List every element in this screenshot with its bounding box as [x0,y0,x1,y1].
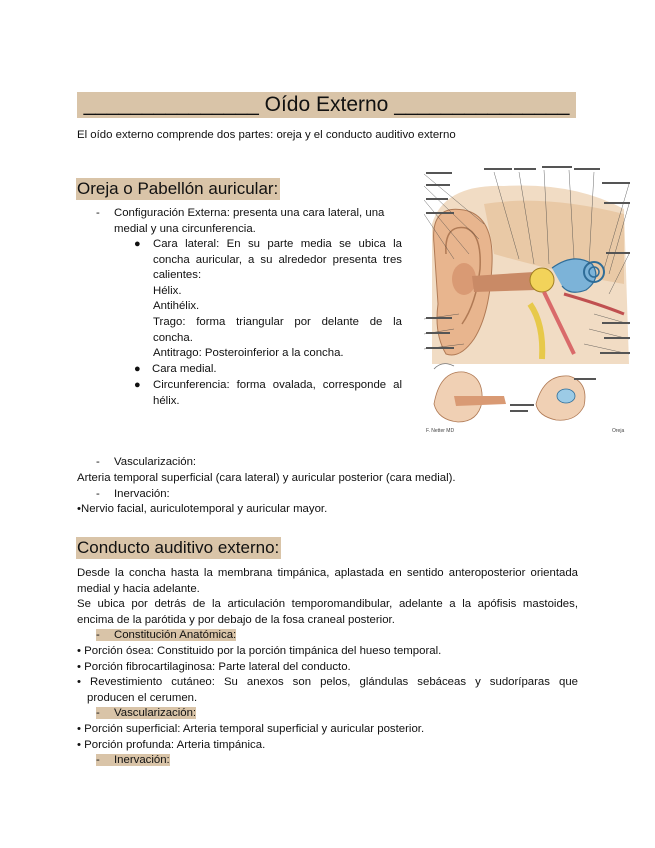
config-item [96,206,384,222]
list-item: • Porción ósea: Constituido por la porción timpánica del hueso temporal. [77,645,442,657]
conducto-vasc-label: Vascularización: [114,707,197,719]
trago-line: Trago: forma triangular por delante de la [153,315,402,328]
cara-lateral-text [153,237,402,362]
text-line: Se ubica por detrás de la articulación temporomandibular, adelante a la apófisis mastoides, [77,598,578,611]
dash-marker: - [96,456,100,468]
bullet-cara-medial [134,362,217,378]
conducto-vasc-item [96,706,196,722]
text-line: Desde la concha hasta la membrana timpánica, aplastada en sentido anteroposterior orientada [77,567,578,579]
bullet-marker: ● [134,379,141,391]
dash-marker: - [96,629,100,641]
figure-caption-left: F. Netter MD [426,428,455,434]
section-heading-conducto: Conducto auditivo externo: [77,538,280,557]
vasc-item [96,455,196,471]
vasc-label: Vascularización: [114,456,197,468]
inerv-item [96,487,170,503]
text-line: encima de la parótida y por debajo de la fosa craneal posterior. [77,613,395,626]
conducto-vasc-list [77,722,424,753]
inerv-label: Inervación: [114,488,170,500]
constitucion-item [96,628,236,644]
bullet-marker: ● [134,363,141,375]
conducto-inerv-item [96,753,170,769]
config-text-cont: medial y una circunferencia. [114,223,256,235]
text-line: calientes: [153,269,202,282]
ear-anatomy-drawing [424,164,634,436]
list-item: • Porción superficial: Arteria temporal superficial y auricular posterior. [77,723,425,735]
dash-marker: - [96,488,100,500]
config-text: Configuración Externa: presenta una cara lateral, una [114,207,385,219]
helix-line: Hélix. [153,284,182,297]
conducto-vasc-highlight [96,707,196,719]
trago-line-cont: concha. [153,331,193,344]
section-heading-oreja: Oreja o Pabellón auricular: [77,179,279,198]
constitucion-highlight [96,629,236,641]
bullet-marker: ● [134,238,141,250]
inerv-text: •Nervio facial, auriculotemporal y auricular mayor. [77,503,328,515]
text-line: hélix. [153,394,180,407]
list-item: • Porción fibrocartilaginosa: Parte lateral del conducto. [77,660,351,673]
constitucion-label: Constitución Anatómica: [114,629,237,641]
text-line: Circunferencia: forma ovalada, corresponde al [153,379,402,391]
ear-anatomy-illustration [424,164,634,436]
list-item: • Porción profunda: Arteria timpánica. [77,738,266,751]
conducto-inerv-label: Inervación: [114,754,170,766]
conducto-description [77,566,578,628]
dash-marker: - [96,707,100,719]
constitucion-list [77,644,578,706]
text-line: concha auricular, a su alrededor presenta tres [153,253,402,266]
cara-medial-text: Cara medial. [152,363,217,375]
list-item: • Revestimiento cutáneo: Su anexos son pelos, glándulas sebáceas y sudoríparas que [77,676,578,689]
bullet-circunferencia [134,378,152,394]
page-title: _______________ Oído Externo _______________ [77,92,576,118]
circunferencia-text [153,378,402,409]
antihelix-line: Antihélix. [153,300,200,313]
bullet-cara-lateral [134,237,152,253]
list-item-cont: producen el cerumen. [87,691,198,704]
figure-caption-right: Oreja [612,428,625,434]
conducto-inerv-highlight [96,754,170,766]
text-line: medial y hacia adelante. [77,582,200,595]
vasc-text: Arteria temporal superficial (cara lateral) y auricular posterior (cara medial). [77,472,456,484]
intro-paragraph: El oído externo comprende dos partes: oreja y el conducto auditivo externo [77,129,456,141]
dash-marker: - [96,754,100,766]
antitrago-line: Antitrago: Posteroinferior a la concha. [153,347,344,360]
dash-marker: - [96,207,100,219]
text-line: Cara lateral: En su parte media se ubica la [153,238,402,250]
